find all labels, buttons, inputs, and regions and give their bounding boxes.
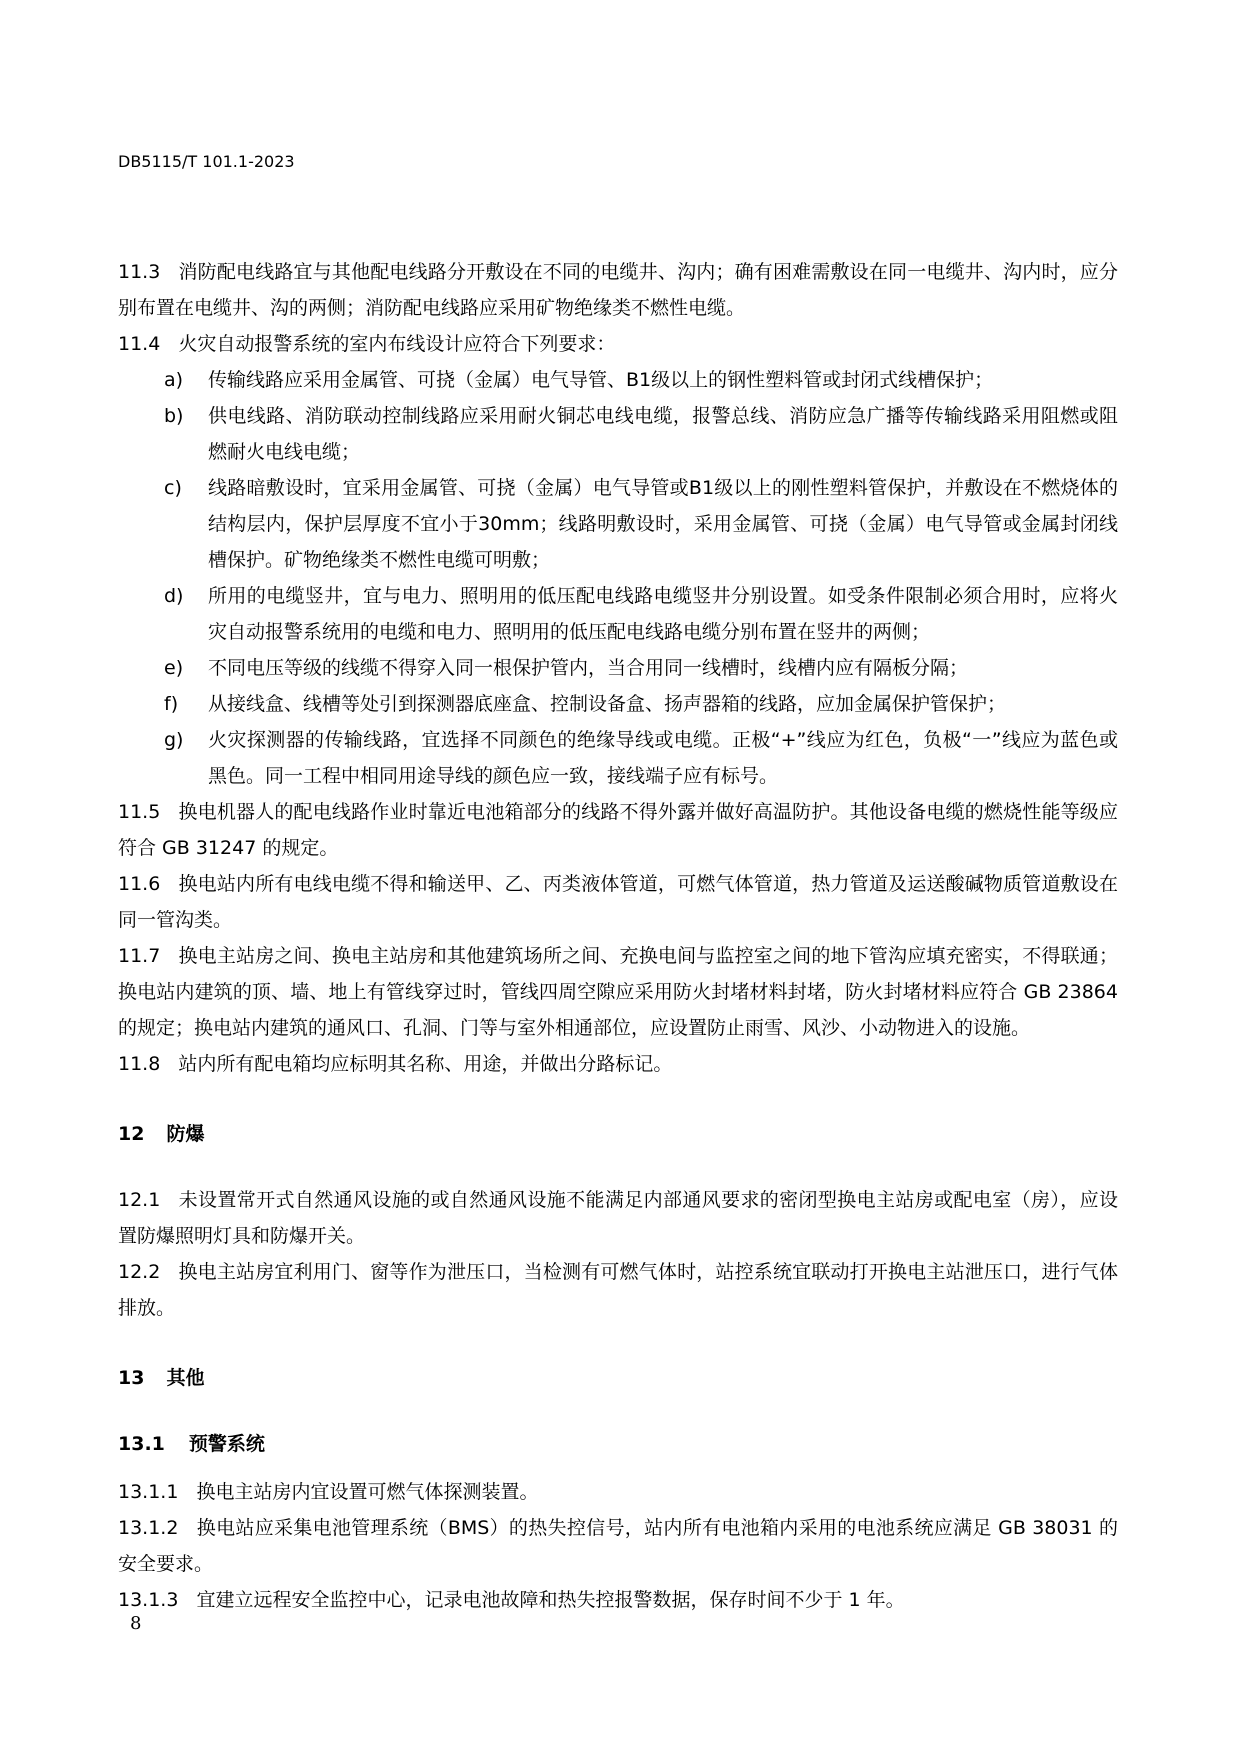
item-label: c) (164, 477, 182, 499)
clause-text: 火灾自动报警系统的室内布线设计应符合下列要求： (178, 333, 616, 355)
clause-number: 11.3 (118, 261, 161, 283)
clause-11-5 (118, 794, 1118, 866)
section-number: 13 (118, 1367, 145, 1389)
clause-11-7 (118, 938, 1118, 1046)
clause-12-2 (118, 1254, 1118, 1326)
list-item-b (118, 398, 1118, 470)
list-item-d (118, 578, 1118, 650)
list-item-g (118, 722, 1118, 794)
section-heading-12 (118, 1116, 1118, 1152)
clause-11-4 (118, 326, 1118, 362)
clause-number: 11.6 (118, 873, 161, 895)
item-text: 所用的电缆竖井，宜与电力、照明用的低压配电线路电缆竖井分别设置。如受条件限制必须合用时，应将火灾自动报警系统用的电缆和电力、照明用的低压配电线路电缆分别布置在竖井的两侧； (208, 585, 1118, 643)
clause-number: 12.1 (118, 1189, 161, 1211)
clause-text: 换电机器人的配电线路作业时靠近电池箱部分的线路不得外露并做好高温防护。其他设备电缆的燃烧性能等级应符合 GB 31247 的规定。 (118, 801, 1118, 859)
clause-11-6 (118, 866, 1118, 938)
section-title: 防爆 (166, 1123, 205, 1145)
list-item-f (118, 686, 1118, 722)
clause-number: 11.5 (118, 801, 161, 823)
item-label: f) (164, 693, 179, 715)
clause-text: 换电主站房内宜设置可燃气体探测装置。 (196, 1481, 539, 1503)
item-text: 从接线盒、线槽等处引到探测器底座盒、控制设备盒、扬声器箱的线路，应加金属保护管保护； (208, 693, 1007, 715)
document-body (118, 254, 1118, 1618)
clause-text: 宜建立远程安全监控中心，记录电池故障和热失控报警数据，保存时间不少于 1 年。 (196, 1589, 905, 1611)
clause-number: 11.8 (118, 1053, 161, 1075)
page-number: 8 (130, 1613, 142, 1634)
clause-number: 12.2 (118, 1261, 161, 1283)
document-code: DB5115/T 101.1-2023 (118, 152, 295, 171)
item-text: 传输线路应采用金属管、可挠（金属）电气导管、B1级以上的钢性塑料管或封闭式线槽保护； (208, 369, 994, 391)
list-item-e (118, 650, 1118, 686)
item-text: 不同电压等级的线缆不得穿入同一根保护管内，当合用同一线槽时，线槽内应有隔板分隔； (208, 657, 969, 679)
clause-number: 13.1.2 (118, 1517, 179, 1539)
clause-13-1-1 (118, 1474, 1118, 1510)
clause-12-1 (118, 1182, 1118, 1254)
item-label: e) (164, 657, 184, 679)
clause-text: 未设置常开式自然通风设施的或自然通风设施不能满足内部通风要求的密闭型换电主站房或配电室（房），应设置防爆照明灯具和防爆开关。 (118, 1189, 1118, 1247)
clause-13-1-2 (118, 1510, 1118, 1582)
subsection-title: 预警系统 (188, 1433, 265, 1455)
clause-11-3 (118, 254, 1118, 326)
section-title: 其他 (166, 1367, 205, 1389)
clause-text: 消防配电线路宜与其他配电线路分开敷设在不同的电缆井、沟内；确有困难需敷设在同一电缆井、沟内时，应分别布置在电缆井、沟的两侧；消防配电线路应采用矿物绝缘类不燃性电缆。 (118, 261, 1118, 319)
clause-text: 换电站应采集电池管理系统（BMS）的热失控信号，站内所有电池箱内采用的电池系统应满足 GB 38031 的安全要求。 (118, 1517, 1118, 1575)
item-label: a) (164, 369, 184, 391)
clause-11-8 (118, 1046, 1118, 1082)
item-label: b) (164, 405, 184, 427)
subsection-heading-13-1 (118, 1426, 1118, 1462)
item-text: 线路暗敷设时，宜采用金属管、可挠（金属）电气导管或B1级以上的刚性塑料管保护，并敷设在不燃烧体的结构层内，保护层厚度不宜小于30mm；线路明敷设时，采用金属管、可挠（金属）电气导管或金属封闭线槽保护。矿物绝缘类不燃性电缆可明敷； (208, 477, 1118, 571)
clause-text: 换电主站房宜利用门、窗等作为泄压口，当检测有可燃气体时，站控系统宜联动打开换电主站泄压口，进行气体排放。 (118, 1261, 1118, 1319)
clause-number: 11.7 (118, 945, 161, 967)
clause-number: 11.4 (118, 333, 161, 355)
list-item-c (118, 470, 1118, 578)
item-text: 火灾探测器的传输线路，宜选择不同颜色的绝缘导线或电缆。正极“+”线应为红色，负极“一”线应为蓝色或黑色。同一工程中相同用途导线的颜色应一致，接线端子应有标号。 (208, 729, 1118, 787)
clause-13-1-3 (118, 1582, 1118, 1618)
item-label: d) (164, 585, 184, 607)
clause-number: 13.1.3 (118, 1589, 179, 1611)
subsection-number: 13.1 (118, 1433, 165, 1455)
clause-number: 13.1.1 (118, 1481, 179, 1503)
section-heading-13 (118, 1360, 1118, 1396)
clause-text: 换电主站房之间、换电主站房和其他建筑场所之间、充换电间与监控室之间的地下管沟应填充密实，不得联通；换电站内建筑的顶、墙、地上有管线穿过时，管线四周空隙应采用防火封堵材料封堵，防火封堵材料应符合 GB 23864 的规定；换电站内建筑的通风口、孔洞、门等与室外相通部位，应设置防止雨雪、风沙、小动物进入的设施。 (118, 945, 1118, 1039)
section-number: 12 (118, 1123, 145, 1145)
clause-text: 换电站内所有电线电缆不得和输送甲、乙、丙类液体管道，可燃气体管道，热力管道及运送酸碱物质管道敷设在同一管沟类。 (118, 873, 1118, 931)
item-label: g) (164, 729, 184, 751)
item-text: 供电线路、消防联动控制线路应采用耐火铜芯电线电缆，报警总线、消防应急广播等传输线路采用阻燃或阻燃耐火电线电缆； (208, 405, 1118, 463)
clause-text: 站内所有配电箱均应标明其名称、用途，并做出分路标记。 (178, 1053, 673, 1075)
list-item-a (118, 362, 1118, 398)
